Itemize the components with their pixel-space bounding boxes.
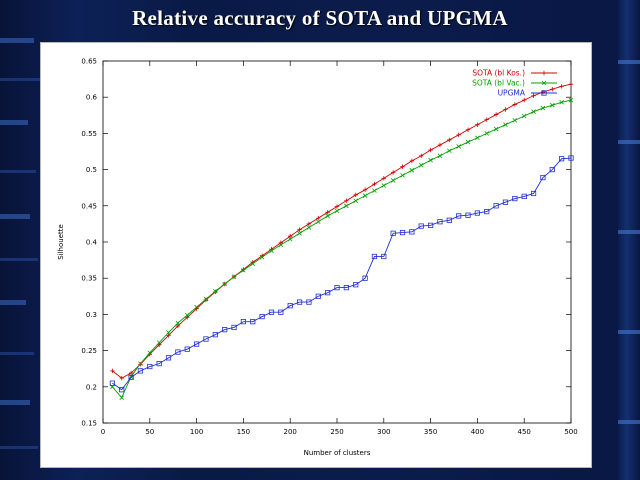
background-streak (0, 258, 38, 261)
data-marker (372, 182, 376, 186)
data-marker (447, 149, 451, 153)
background-streak (0, 170, 36, 173)
data-marker (503, 123, 507, 127)
y-tick-label: 0.4 (85, 238, 97, 247)
x-tick-label: 250 (330, 428, 344, 436)
data-marker (335, 204, 339, 208)
data-marker (335, 209, 339, 213)
background-streak (618, 140, 640, 144)
legend-label-1: SOTA (bl Vac.) (472, 78, 525, 88)
y-tick-label: 0.2 (85, 383, 97, 392)
data-marker (494, 112, 498, 116)
x-tick-label: 0 (100, 428, 106, 436)
background-streak (0, 214, 30, 219)
page-title: Relative accuracy of SOTA and UPGMA (132, 6, 508, 30)
series-line-0 (112, 84, 571, 378)
background-streak (618, 60, 640, 64)
series-line-1 (112, 100, 571, 398)
data-marker (569, 82, 573, 86)
background-streak (618, 330, 640, 334)
data-marker (429, 158, 433, 162)
y-tick-label: 0.5 (85, 166, 97, 175)
data-marker (485, 117, 489, 121)
data-marker (400, 165, 404, 169)
data-marker (344, 199, 348, 203)
y-axis-label: Silhouette (57, 224, 65, 260)
y-tick-label: 0.45 (81, 202, 97, 211)
data-marker (475, 123, 479, 127)
x-tick-label: 450 (517, 428, 531, 436)
y-tick-label: 0.3 (85, 310, 97, 319)
data-marker (494, 127, 498, 131)
data-marker (326, 214, 330, 218)
y-tick-label: 0.35 (81, 274, 97, 283)
data-marker (419, 154, 423, 158)
data-marker (382, 176, 386, 180)
data-marker (532, 110, 536, 114)
data-marker (391, 178, 395, 182)
data-marker (550, 87, 554, 91)
data-marker (522, 114, 526, 118)
data-marker (391, 170, 395, 174)
data-marker (542, 71, 546, 75)
background-streak (0, 446, 38, 449)
data-marker (363, 188, 367, 192)
plot-frame (103, 61, 571, 423)
x-tick-label: 100 (189, 428, 204, 436)
data-marker (456, 133, 460, 137)
y-tick-label: 0.15 (81, 419, 97, 428)
data-marker (120, 396, 124, 400)
data-marker (485, 131, 489, 135)
x-tick-label: 200 (283, 428, 297, 436)
x-tick-label: 400 (470, 428, 485, 436)
background-streak (618, 230, 640, 234)
legend-label-0: SOTA (bl Kos.) (472, 68, 525, 78)
data-marker (531, 94, 535, 98)
data-marker (316, 220, 320, 224)
data-marker (298, 231, 302, 235)
data-marker (382, 184, 386, 188)
background-streak (0, 120, 28, 125)
data-marker (466, 140, 470, 144)
x-tick-label: 50 (145, 428, 155, 436)
data-marker (372, 189, 376, 193)
y-tick-label: 0.65 (81, 57, 97, 66)
data-marker (513, 102, 517, 106)
x-tick-label: 350 (423, 428, 438, 436)
data-marker (354, 199, 358, 203)
data-marker (503, 107, 507, 111)
data-marker (344, 204, 348, 208)
y-tick-label: 0.6 (85, 93, 97, 102)
background-streak (0, 352, 34, 355)
data-marker (559, 84, 563, 88)
data-marker (401, 173, 405, 177)
background-streak (618, 420, 640, 424)
background-streak (0, 38, 34, 43)
background-right-bar (618, 0, 640, 480)
data-marker (410, 159, 414, 163)
chart-canvas (41, 43, 591, 467)
data-marker (475, 136, 479, 140)
chart-card (40, 42, 592, 468)
data-marker (466, 128, 470, 132)
data-marker (438, 154, 442, 158)
x-tick-label: 500 (564, 428, 578, 436)
data-marker (438, 143, 442, 147)
background-streak (0, 78, 40, 81)
background-streak (0, 300, 26, 305)
data-marker (457, 144, 461, 148)
x-axis-label: Number of clusters (303, 449, 371, 457)
y-tick-label: 0.55 (81, 129, 97, 138)
legend-label-2: UPGMA (497, 88, 525, 98)
series-line-2 (112, 158, 571, 390)
data-marker (307, 226, 311, 230)
x-tick-label: 300 (377, 428, 391, 436)
background-streak (0, 400, 30, 405)
data-marker (410, 168, 414, 172)
data-marker (447, 138, 451, 142)
data-marker (354, 193, 358, 197)
x-tick-label: 150 (236, 428, 251, 436)
data-marker (428, 148, 432, 152)
data-marker (513, 118, 517, 122)
data-marker (522, 98, 526, 102)
y-tick-label: 0.25 (81, 347, 97, 356)
data-marker (363, 194, 367, 198)
data-marker (419, 163, 423, 167)
